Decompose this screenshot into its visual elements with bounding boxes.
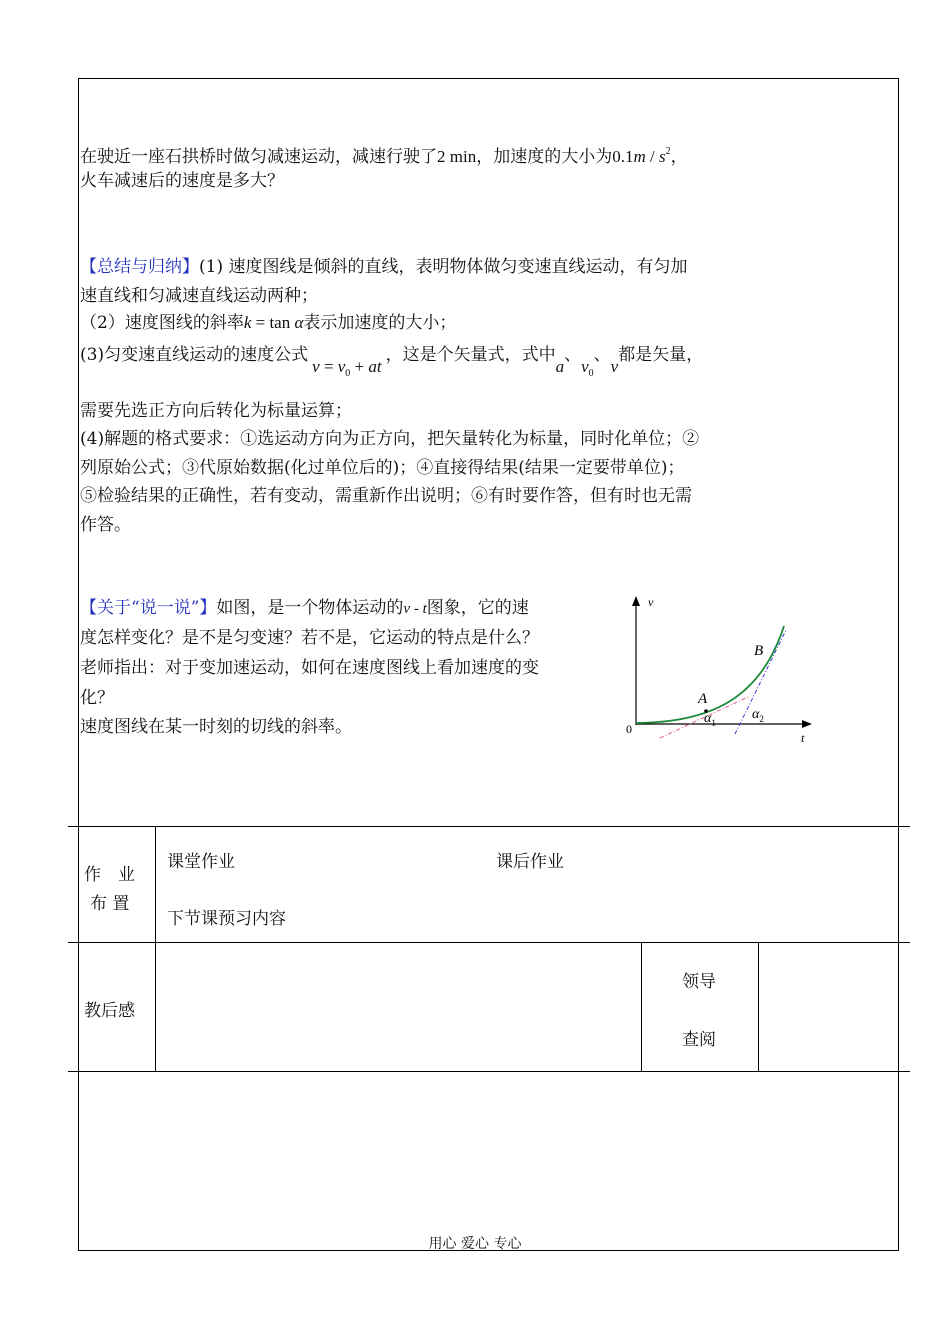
homework-label-2: 布 置: [90, 894, 130, 914]
summary-tag: 【总结与归纳】: [80, 257, 199, 277]
talk-line-5: 速度图线在某一时刻的切线的斜率。: [80, 717, 352, 737]
talk-line-4: 化？: [80, 688, 114, 708]
reflection-label: 教后感: [84, 1001, 135, 1021]
talk-line-2: 度怎样变化？是不是匀变速？若不是，它运动的特点是什么？: [80, 628, 539, 648]
summary-paragraph-2: （2）速度图线的斜率k = tan α表示加速度的大小；: [80, 313, 457, 333]
summary-paragraph-3: (3)匀变速直线运动的速度公式$v = v_0$ + at，这是个矢量式，式中a、$v_0$、v都是矢量，: [80, 345, 704, 379]
graph-label-origin: 0: [626, 722, 632, 736]
summary-line-1b: 速直线和匀减速直线运动两种；: [80, 286, 318, 306]
summary-paragraph-1: 【总结与归纳】(1) 速度图线是倾斜的直线，表明物体做匀变速直线运动，有匀加: [80, 257, 688, 277]
homework-in-class: 课堂作业: [167, 852, 235, 872]
graph-label-alpha1: $\alpha_1$: [704, 711, 716, 728]
homework-preview: 下节课预习内容: [167, 909, 286, 929]
talk-tag: 【关于“说一说”】: [80, 598, 217, 618]
table-line-bottom: [68, 1071, 910, 1072]
summary-line-5d: 作答。: [80, 515, 131, 535]
leader-label-1: 领导: [682, 972, 716, 992]
graph-label-alpha2: $\alpha_2$: [752, 707, 764, 724]
summary-line-5c: ⑤检验结果的正确性，若有变动，需重新作出说明；⑥有时要作答，但有时也无需: [80, 486, 692, 506]
talk-line-3: 老师指出：对于变加速运动，如何在速度图线上看加速度的变: [80, 658, 539, 678]
table-line-mid: [68, 942, 910, 943]
graph-label-t: t: [801, 731, 805, 745]
homework-after-class: 课后作业: [496, 852, 564, 872]
table-line-top: [68, 826, 910, 827]
homework-label-1: 作 业: [84, 865, 135, 885]
table-col-divider-3: [758, 942, 759, 1071]
vt-graph: [620, 590, 820, 750]
summary-line-5a: (4)解题的格式要求：①选运动方向为正方向，把矢量转化为标量，同时化单位；②: [80, 429, 700, 449]
graph-label-b: B: [754, 643, 764, 659]
problem-line-2: 火车减速后的速度是多大？: [80, 171, 284, 191]
graph-t-arrow: [802, 720, 812, 728]
table-col-divider-2: [641, 942, 642, 1071]
problem-line-1: 在驶近一座石拱桥时做匀减速运动，减速行驶了2 min，加速度的大小为$0.1m / s^2$，: [80, 146, 688, 167]
graph-v-arrow: [632, 596, 640, 606]
graph-label-a: A: [698, 691, 708, 707]
summary-line-5b: 列原始公式；③代原始数据(化过单位后的)；④直接得结果(结果一定要带单位)；: [80, 458, 685, 478]
leader-label-2: 查阅: [682, 1030, 716, 1050]
graph-curve: [636, 626, 784, 723]
talk-line-1: 【关于“说一说”】如图，是一个物体运动的v - t图象，它的速: [80, 598, 529, 618]
table-col-divider: [155, 826, 156, 1071]
graph-label-v: v: [648, 595, 654, 609]
summary-line-4: 需要先选正方向后转化为标量运算；: [80, 401, 352, 421]
page-footer: 用心 爱心 专心: [428, 1236, 522, 1252]
